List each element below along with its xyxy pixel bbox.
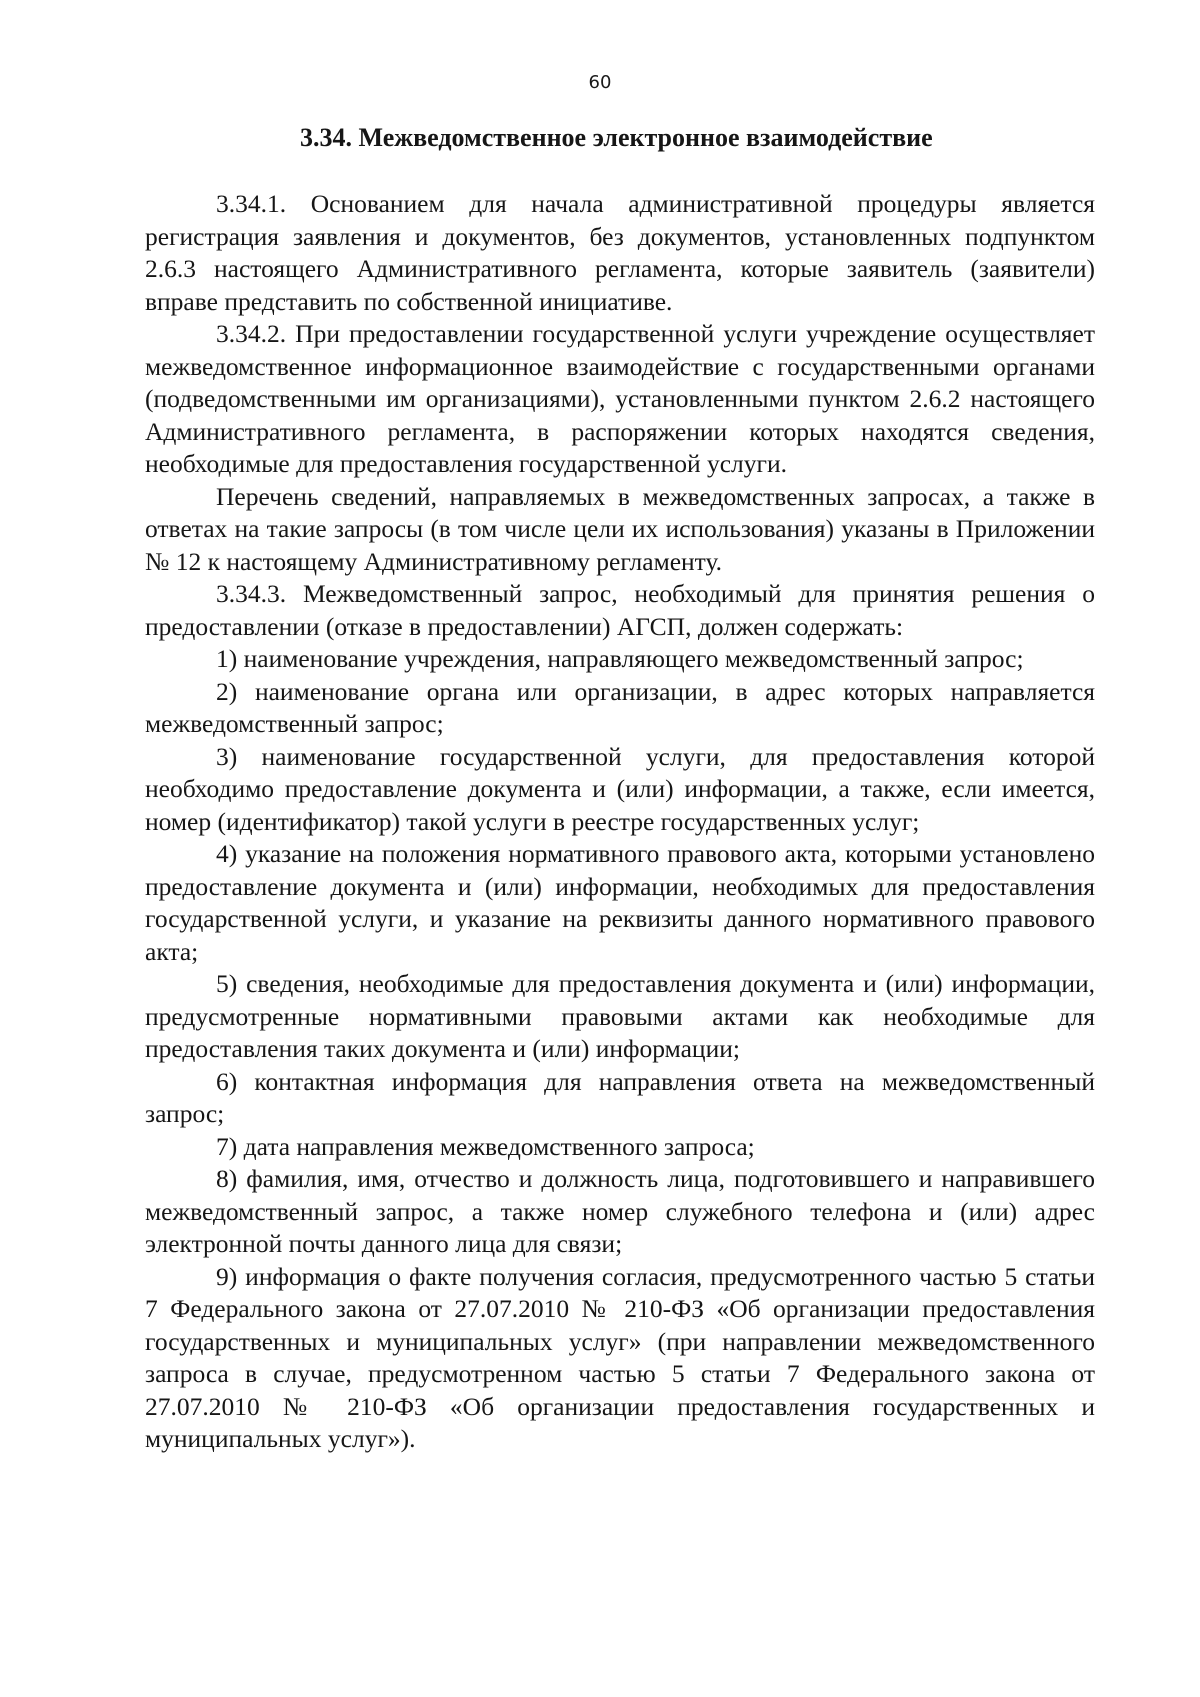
list-item-7: 7) дата направления межведомственного запроса; (216, 1131, 755, 1161)
list-item-6: 6) контактная информация для направления ответа на межведомственный запрос; (145, 1066, 1095, 1128)
section-heading: 3.34. Межведомственное электронное взаимодействие (300, 123, 933, 152)
paragraph-info-list: Перечень сведений, направляемых в межведомственных запросах, а также в ответах на такие запросы (в том числе цели их использования) указаны в Приложении № 12 к настоящему Административному регламенту. (145, 481, 1095, 576)
document-body (145, 188, 1095, 1456)
list-item-5: 5) сведения, необходимые для предоставления документа и (или) информации, предусмотренные нормативными правовыми актами как необходимые для предоставления таких документа и (или) информации; (145, 969, 1095, 1063)
list-item-8: 8) фамилия, имя, отчество и должность лица, подготовившего и направившего межведомственный запрос, а также номер служебного телефона и (или) адрес электронной почты данного лица для связи; (145, 1164, 1095, 1258)
list-item-3: 3) наименование государственной услуги, для предоставления которой необходимо предоставление документа и (или) информации, а также, если имеется, номер (идентификатор) такой услуги в реестре государственных услуг; (145, 741, 1095, 836)
page-number: 60 (588, 72, 612, 93)
list-item-9: 9) информация о факте получения согласия, предусмотренного частью 5 статьи 7 Федерального закона от 27.07.2010 № 210-ФЗ «Об организации предоставления государственных и муниципальных услуг» (при направлении межведомственного запроса в случае, предусмотренном частью 5 статьи 7 Федерального закона от 27.07.2010 № 210-ФЗ «Об организации предоставления государственных и муниципальных услуг»). (145, 1261, 1095, 1453)
list-item-4: 4) указание на положения нормативного правового акта, которыми установлено предоставление документа и (или) информации, необходимых для предоставления государственной услуги, и указание на реквизиты данного нормативного правового акта; (145, 839, 1095, 966)
paragraph-3-34-3: 3.34.3. Межведомственный запрос, необходимый для принятия решения о предоставлении (отказе в предоставлении) АГСП, должен содержать: (145, 579, 1095, 641)
list-item-1: 1) наименование учреждения, направляющего межведомственный запрос; (216, 644, 1024, 673)
list-item-2: 2) наименование органа или организации, в адрес которых направляется межведомственный запрос; (145, 676, 1095, 738)
paragraph-3-34-1: 3.34.1. Основанием для начала административной процедуры является регистрация заявления и документов, без документов, установленных подпунктом 2.6.3 настоящего Административного регламента, которые заявитель (заявители) вправе представить по собственной инициативе. (145, 189, 1095, 316)
paragraph-3-34-2: 3.34.2. При предоставлении государственной услуги учреждение осуществляет межведомственное информационное взаимодействие с государственными органами (подведомственными им организациями), установленными пунктом 2.6.2 настоящего Административного регламента, в распоряжении которых находятся сведения, необходимые для предоставления государственной услуги. (145, 319, 1095, 478)
